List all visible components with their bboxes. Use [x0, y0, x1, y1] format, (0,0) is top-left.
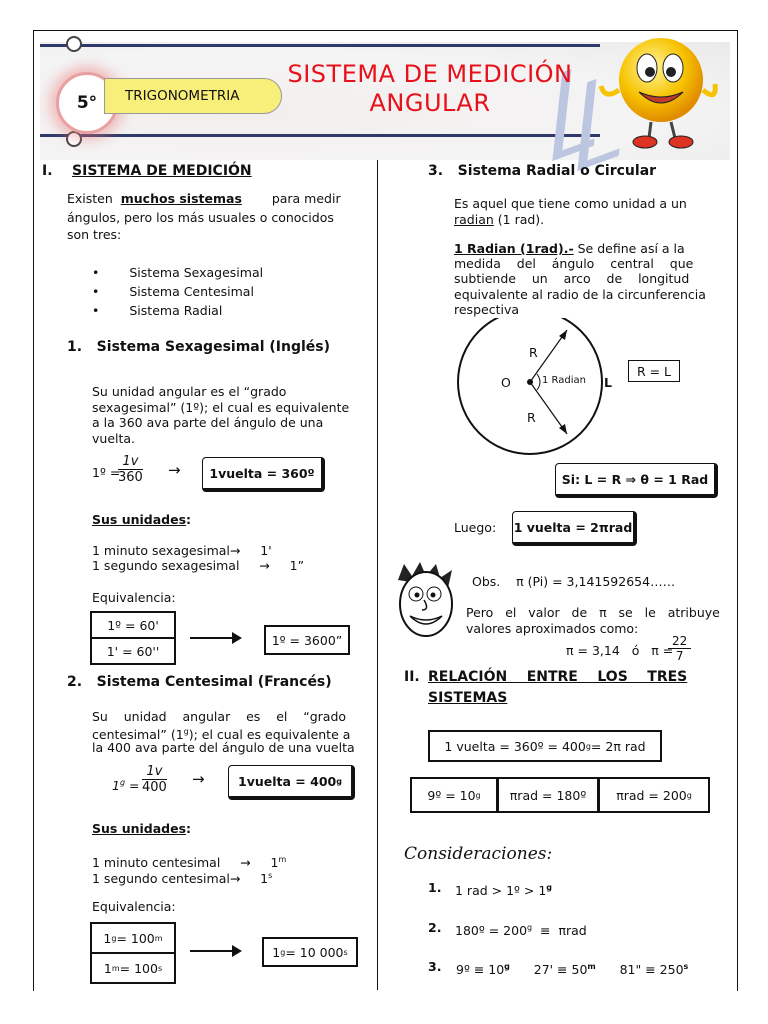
relation-cell: πrad = 180º: [497, 777, 599, 813]
sexa-equiv-result: 1º = 3600”: [264, 625, 350, 655]
intro-line-2: ángulos, pero los más usuales o conocidos: [67, 210, 334, 225]
arrow-icon: →: [192, 770, 205, 788]
sexa-equiv-cell: 1º = 60': [90, 611, 176, 639]
sexa-unit: 1 segundo sexagesimal → 1”: [92, 558, 305, 573]
si-condition-box: Si: L = R ⇒ θ = 1 Rad: [555, 463, 718, 498]
radian-definition: equivalente al radio de la circunferencia: [454, 287, 706, 302]
header-top-line: [40, 44, 600, 47]
equiv-arrow-icon: [190, 637, 240, 639]
header-bottom-line: [40, 134, 600, 137]
sexa-text: sexagesimal” (1º); el cual es equivalente: [92, 400, 350, 415]
cente-formula-lhs: 1$^g$ =: [112, 778, 140, 794]
consid-number: 3.: [428, 959, 442, 974]
angle-label: 1 Radian: [542, 375, 586, 386]
cente-equiv-result: 1 g = 10 000 s: [262, 937, 358, 967]
radial-text: Es aquel que tiene como unidad a un: [454, 196, 687, 211]
sexa-text: vuelta.: [92, 431, 136, 446]
radius-label: R: [527, 410, 536, 425]
radian-definition: medida del ángulo central que: [454, 256, 694, 271]
cartoon-face-icon: [390, 560, 460, 645]
sexa-text: Su unidad angular es el “grado: [92, 384, 287, 399]
consideraciones-title: Consideraciones:: [404, 844, 553, 864]
cente-units-title: Sus unidades:: [92, 821, 192, 836]
subject-pill: [104, 78, 282, 114]
relation-box: 1 vuelta = 360º = 400 g = 2π rad: [428, 730, 662, 762]
pi-fraction: $\frac{22}{7}$: [668, 634, 691, 663]
pi-approx: π = 3,14 ó π =: [566, 643, 674, 658]
consid-item: 180º = $200^g \equiv \pi rad$: [455, 923, 587, 939]
relation-cell: πrad = 200 g: [598, 777, 710, 813]
luego-label: Luego:: [454, 520, 497, 535]
sexa-text: a la 360 ava parte del ángulo de una: [92, 415, 324, 430]
consid-number: 1.: [428, 880, 442, 895]
sexa-fraction: $\frac{1v}{360}$: [118, 454, 143, 485]
bullet-item: • Sistema Radial: [92, 303, 223, 318]
subject-label: TRIGONOMETRIA: [125, 88, 240, 104]
sexa-formula-lhs: 1º =: [92, 465, 121, 480]
center-label: O: [501, 375, 511, 390]
cente-fraction: $\frac{1v}{400}$: [142, 764, 167, 795]
luego-box: 1 vuelta = 2πrad: [512, 511, 637, 546]
cente-text: Su unidad angular es el “grado: [92, 709, 347, 724]
sexagesimal-heading: 1. Sistema Sexagesimal (Inglés): [67, 339, 331, 355]
smiley-mascot-icon: [595, 30, 725, 160]
consid-item: 9º ≡ $10^g$ $27' \equiv 50^m$ 81" ≡ $250^s$: [456, 962, 689, 978]
centesimal-heading: 2. Sistema Centesimal (Francés): [67, 674, 332, 690]
cente-unit: 1 segundo centesimal→ 1$^s$: [92, 871, 273, 887]
radius-label: R: [529, 345, 538, 360]
radian-definition: respectiva: [454, 302, 519, 317]
section-2-title: RELACIÓN ENTRE LOS TRES: [428, 669, 688, 685]
radian-definition: subtiende un arco de longitud: [454, 271, 690, 286]
sexa-unit: 1 minuto sexagesimal→ 1': [92, 543, 272, 558]
section-1-heading: I. SISTEMA DE MEDICIÓN: [42, 163, 252, 179]
title-line-2: ANGULAR: [369, 89, 491, 117]
consid-number: 2.: [428, 920, 442, 935]
section-2-title: SISTEMAS: [428, 690, 508, 706]
radian-circle-diagram: [455, 318, 615, 458]
cente-equiv-title: Equivalencia:: [92, 899, 176, 914]
cente-text: la 400 ava parte del ángulo de una vuelta: [92, 740, 355, 755]
consid-item: 1 rad > 1º > $1^g$: [455, 883, 553, 899]
radian-definition: 1 Radian (1rad).- Se define así a la: [454, 241, 685, 256]
cente-vuelta-box: 1vuelta = 400 g: [228, 765, 355, 800]
cente-text: centesimal” (1$^g$); el cual es equivalente a: [92, 727, 351, 743]
cente-equiv-cell: 1 g = 100 m: [90, 922, 176, 954]
pero-text: Pero el valor de π se le atribuye: [466, 605, 720, 620]
r-equals-l-box: R = L: [628, 360, 680, 382]
arrow-icon: →: [168, 461, 181, 479]
sexa-equiv-title: Equivalencia:: [92, 590, 176, 605]
obs-pi: Obs. π (Pi) = 3,141592654……: [472, 574, 676, 589]
grade-badge: 5°: [56, 72, 118, 134]
cente-equiv-cell: 1 m = 100 s: [90, 952, 176, 984]
relation-cell: 9º = 10 g: [410, 777, 498, 813]
section-1-title: SISTEMA DE MEDICIÓN: [72, 163, 252, 179]
bullet-item: • Sistema Sexagesimal: [92, 265, 264, 280]
radial-text: radian (1 rad).: [454, 212, 545, 227]
bullet-item: • Sistema Centesimal: [92, 284, 254, 299]
sexa-vuelta-box: 1vuelta = 360º: [202, 457, 325, 492]
sexa-equiv-cell: 1' = 60'': [90, 637, 176, 665]
title-line-1: SISTEMA DE MEDICIÓN: [287, 60, 573, 88]
equiv-arrow-icon: [190, 950, 240, 952]
arc-label: L: [604, 375, 612, 390]
intro-line-1: Existen muchos sistemas para medir: [67, 191, 341, 206]
pero-text: valores aproximados como:: [466, 621, 639, 636]
radial-heading: 3. Sistema Radial o Circular: [428, 163, 657, 179]
sexa-units-title: Sus unidades:: [92, 512, 192, 527]
binder-ring-icon: [66, 131, 82, 147]
intro-line-3: son tres:: [67, 227, 122, 242]
page-title: [270, 60, 590, 118]
cente-unit: 1 minuto centesimal → 1$^m$: [92, 855, 287, 871]
section-2-number: II.: [404, 669, 420, 685]
column-divider: [377, 160, 378, 990]
binder-ring-icon: [66, 36, 82, 52]
